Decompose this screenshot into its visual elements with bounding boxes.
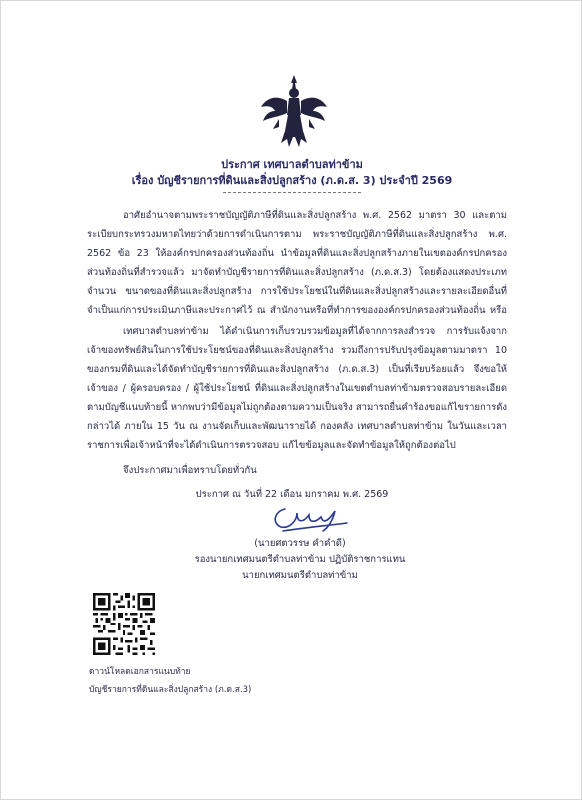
signer-name: (นายศตวรรษ คำคำดี) [254, 538, 346, 549]
closing-line: จึงประกาศมาเพื่อทราบโดยทั่วกัน [123, 465, 257, 476]
signer-position: รองนายกเทศมนตรีตำบลท่าข้าม ปฏิบัติราชการแทน [194, 554, 406, 565]
qr-code-icon[interactable] [93, 593, 155, 655]
handwritten-signature [263, 501, 353, 535]
qr-caption: ดาวน์โหลดเอกสารแนบท้าย [89, 667, 191, 677]
announcement-date: ประกาศ ณ วันที่ 22 เดือน มกราคม พ.ศ. 2569 [195, 489, 389, 500]
title-separator [223, 192, 361, 193]
body-paragraph-2: เทศบาลตำบลท่าข้าม ได้ดำเนินการเก็บรวบรวมข้อมูลที่ได้จากการลงสำรวจ การรับแจ้งจากเจ้าของทรัพย์สินในการใช้ประโยชน์ของที่ดินและสิ่งปลูกสร้าง รวมถึงการปรับปรุงข้อมูลตามมาตรา 10 ของกรมที่ดินและได้จัดทำบัญชีรายการที่ดินและสิ่งปลูกสร้าง (ภ.ด.ส.3) เป็นที่เรียบร้อยแล้ว จึงขอให้เจ้าของ / ผู้ครอบครอง / ผู้ใช้ประโยชน์ ที่ดินและสิ่งปลูกสร้างในเขตตำบลท่าข้ามตรวจสอบรายละเอียดตามบัญชีแนบท้ายนี้ หากพบว่ามีข้อมูลไม่ถูกต้องตามความเป็นจริง สามารถยื่นคำร้องขอแก้ไขรายการดังกล่าวได้ ภายใน 15 วัน ณ งานจัดเก็บและพัฒนารายได้ กองคลัง เทศบาลตำบลท่าข้าม ในวันและเวลาราชการเพื่อเจ้าหน้าที่จะได้ดำเนินการตรวจสอบ แก้ไขข้อมูลและจัดทำข้อมูลให้ถูกต้องต่อไป [87, 326, 507, 451]
announcement-subject: เรื่อง บัญชีรายการที่ดินและสิ่งปลูกสร้าง (ภ.ด.ส. 3) ประจำปี 2569 [131, 174, 453, 187]
announcement-title: ประกาศ เทศบาลตำบลท่าข้าม [221, 158, 363, 171]
body-paragraph-1: อาศัยอำนาจตามพระราชบัญญัติภาษีที่ดินและสิ่งปลูกสร้าง พ.ศ. 2562 มาตรา 30 และตามระเบียบกระทรวงมหาดไทยว่าด้วยการดำเนินการตาม พระราชบัญญัติภาษีที่ดินและสิ่งปลูกสร้าง พ.ศ. 2562 ข้อ 23 ให้องค์กรปกครองส่วนท้องถิ่น นำข้อมูลที่ดินและสิ่งปลูกสร้างภายในเขตองค์กรปกครองส่วนท้องถิ่นที่สำรวจแล้ว มาจัดทำบัญชีรายการที่ดินและสิ่งปลูกสร้าง (ภ.ด.ส.3) โดยต้องแสดงประเภทจำนวน ขนาดของที่ดินและสิ่งปลูกสร้าง การใช้ประโยชน์ในที่ดินและสิ่งปลูกสร้างและรายละเอียดอื่นที่จำเป็นแก่การประเมินภาษีและประกาศไว้ ณ สำนักงานหรือที่ทำการขององค์กรปกครองส่วนท้องถิ่น หรือ [87, 210, 507, 316]
qr-caption-detail: บัญชีรายการที่ดินและสิ่งปลูกสร้าง (ภ.ด.ส.3) [89, 685, 252, 695]
signer-position-secondary: นายกเทศมนตรีตำบลท่าข้าม [242, 570, 358, 581]
garuda-emblem-icon [259, 73, 329, 149]
